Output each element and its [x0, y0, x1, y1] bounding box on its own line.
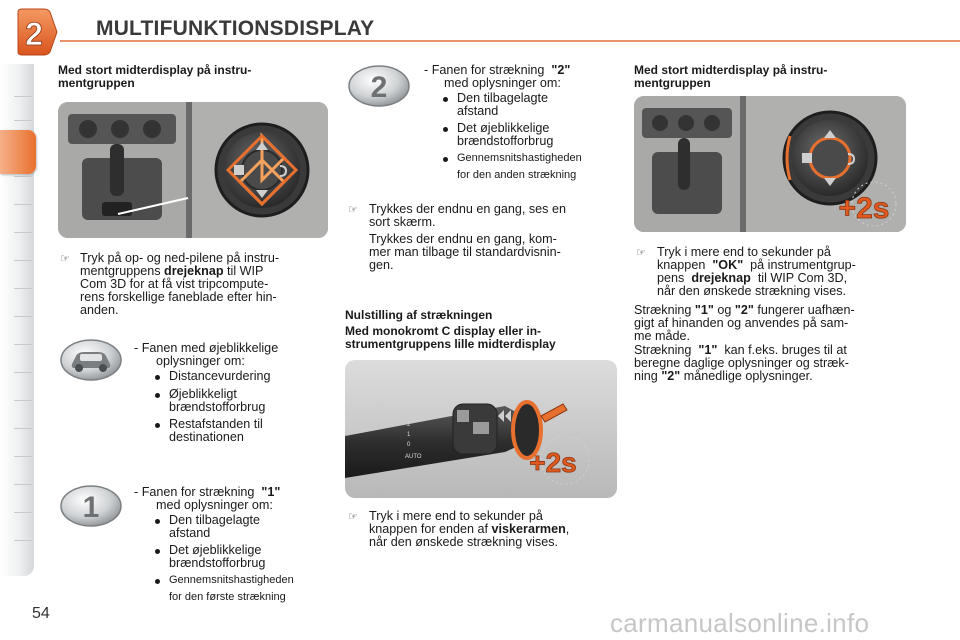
wiper-stalk-photo: [345, 360, 617, 498]
stalk-label-2: 2: [407, 422, 411, 428]
chapter-number: 2: [25, 16, 43, 52]
pointing-finger-icon: ☞: [348, 204, 358, 216]
tab-2-intro: - Fanen for strækning "2" med oplysninger om:: [424, 63, 571, 90]
plus-2s-badge: +2s: [529, 447, 577, 478]
stalk-label-auto: AUTO: [405, 454, 422, 460]
watermark: carmanualsonline.info: [610, 608, 870, 638]
trips-usage-text: Strækning "1" kan f.eks. bruges til at beregne daglige oplysninger og stræk- ning "2" månedlige oplysninger.: [634, 343, 849, 383]
stalk-instruction: Tryk i mere end to sekunder på knappen for enden af viskerarmen, når den ønskede strækning vises.: [369, 509, 570, 549]
reset-heading: Nulstilling af strækningen: [345, 308, 493, 322]
tab-1-intro: - Fanen for strækning "1" med oplysninger om:: [134, 485, 281, 512]
trips-independent-text: Strækning "1" og "2" fungerer uafhæn- gigt af hinanden og anvendes på sam- me måde.: [634, 303, 855, 343]
pointing-finger-icon: ☞: [348, 511, 358, 523]
page-number: 54: [32, 605, 50, 622]
svg-text:1: 1: [82, 491, 100, 524]
stalk-label-0: 0: [407, 442, 411, 448]
monochrome-heading: Med monokromt C display eller in- strumentgruppens lille midterdisplay: [345, 324, 556, 351]
pointing-finger-icon: ☞: [636, 247, 646, 259]
tab-1-list: Den tilbagelagte afstand Det øjeblikkelige brændstofforbrug Gennemsnitshastigheden for den første strækning: [155, 514, 294, 604]
dashboard-photo: [58, 102, 328, 238]
tab-2-list: Den tilbagelagte afstand Det øjeblikkelige brændstofforbrug Gennemsnitshastigheden for den anden strækning: [443, 92, 582, 182]
section-heading-large-display-2: Med stort midterdisplay på instru- mentgruppen: [634, 63, 828, 90]
pointing-finger-icon: ☞: [60, 253, 70, 265]
car-icon: [60, 338, 122, 382]
trip-2-icon: [348, 64, 410, 108]
instruction-rotary-knob: Tryk på op- og ned-pilene på instru- mentgruppens drejeknap til WIP Com 3D for at få vist tripcompute- rens forskellige faneblade efter hin- anden.: [80, 251, 280, 317]
page-title: MULTIFUNKTIONSDISPLAY: [96, 17, 375, 40]
tab-car-intro: - Fanen med øjeblikkelige oplysninger om:: [134, 341, 279, 368]
chapter-badge-icon: [14, 8, 58, 56]
plus-2s-badge: +2s: [838, 192, 890, 225]
trip-1-icon: [60, 484, 122, 528]
press-again-text: Trykkes der endnu en gang, ses en sort skærm. Trykkes der endnu en gang, kom- mer man tilbage til standardvisnin- gen.: [369, 202, 566, 272]
dashboard-photo-ok: [634, 96, 906, 232]
tab-car-list: Distancevurdering Øjeblikkeligt brændstofforbrug Restafstanden til destinationen: [155, 370, 271, 444]
chapter-tab-active[interactable]: [0, 130, 36, 174]
stalk-label-1: 1: [407, 432, 411, 438]
svg-text:2: 2: [370, 71, 388, 104]
ok-button-instruction: Tryk i mere end to sekunder på knappen "OK" på instrumentgrup- pens drejeknap til WIP Com 3D, når den ønskede strækning vises.: [657, 245, 856, 298]
section-heading-large-display: Med stort midterdisplay på instru- mentgruppen: [58, 63, 252, 90]
